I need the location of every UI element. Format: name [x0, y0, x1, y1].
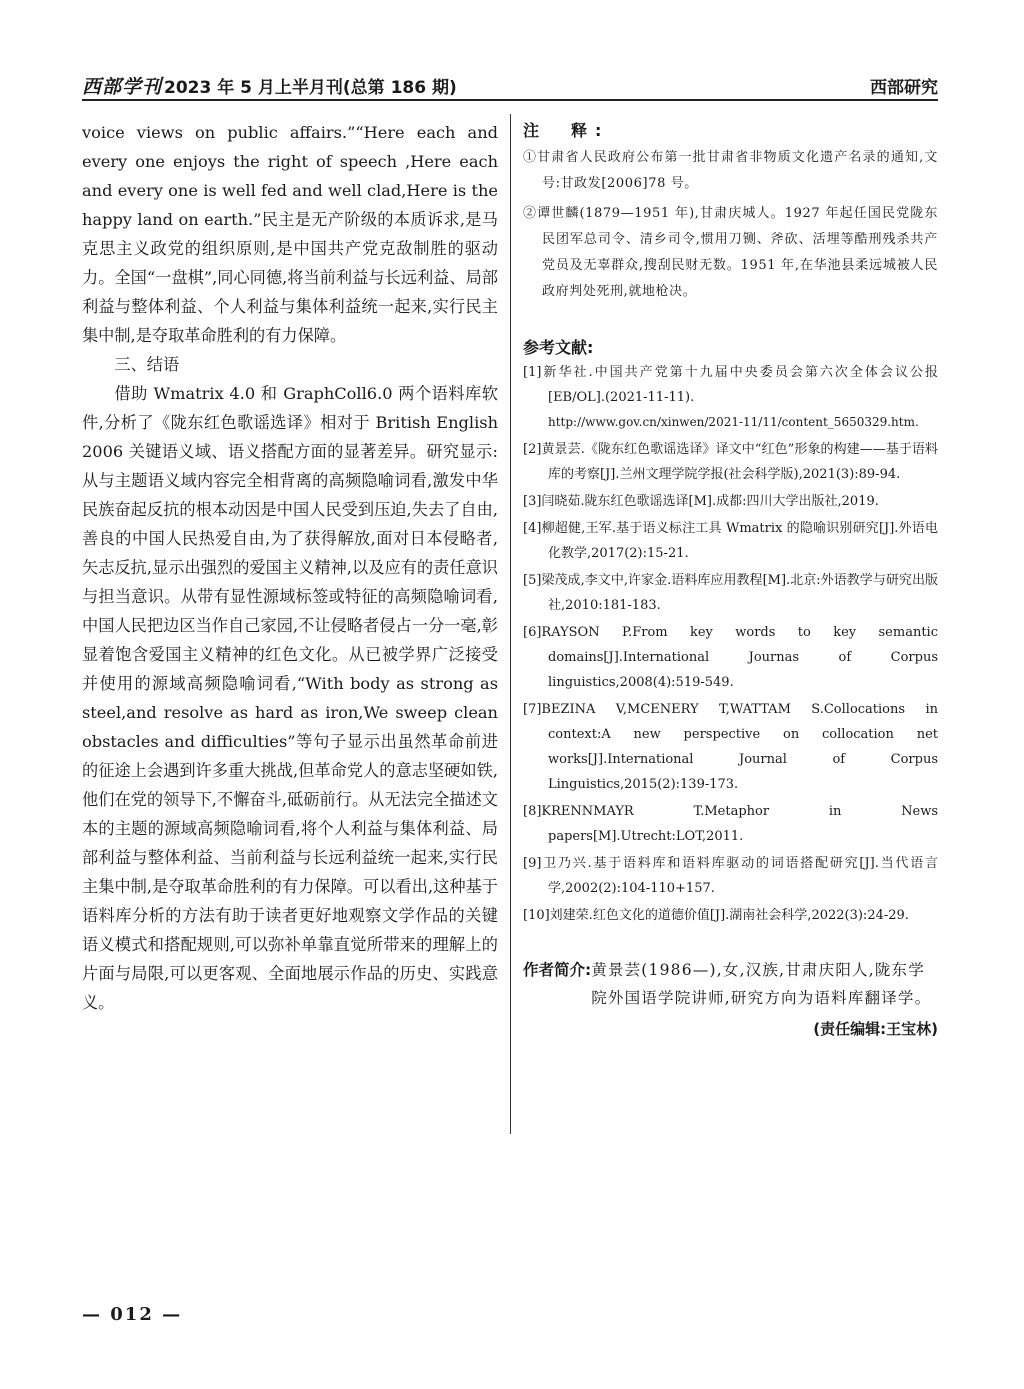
header-rule	[82, 99, 938, 101]
body-paragraph-conclusion: 借助 Wmatrix 4.0 和 GraphColl6.0 两个语料库软件,分析了《陇东红色歌谣选译》相对于 British English 2006 关键语义域、语义搭配方面的显著差异。研究显示:从与主题语义域内容完全相背离的高频隐喻词看,激发中华民族奋起反抗的根本动因是中国人民受到压迫,失去了自由,善良的中国人民热爱自由,为了获得解放,面对日本侵略者,矢志反抗,显示出强烈的爱国主义精神,以及应有的责任意识与担当意识。从带有显性源域标签或特征的高频隐喻词看,中国人民把边区当作自己家园,不让侵略者侵占一分一毫,彰显着饱含爱国主义精神的红色文化。从已被学界广泛接受并使用的源域高频隐喻词看,“With body as strong as steel,and resolve as hard as iron,We sweep clean obstacles and difficulties”等句子显示出虽然革命前进的征途上会遇到许多重大挑战,但革命党人的意志坚硬如铁,他们在党的领导下,不懈奋斗,砥砺前行。从无法完全描述文本的主题的源域高频隐喻词看,将个人利益与集体利益、局部利益与整体利益、当前利益与长远利益统一起来,实行民主集中制,是夺取革命胜利的有力保障。可以看出,这种基于语料库分析的方法有助于读者更好地观察文学作品的关键语义模式和搭配规则,可以弥补单靠直觉所带来的理解上的片面与局限,可以更客观、全面地展示作品的历史、实践意义。	[82, 384, 498, 1012]
running-header	[82, 68, 938, 100]
body-paragraph-continued: voice views on public affairs.”“Here each and every one enjoys the right of speech ,Here each and every one is well fed and well clad,Here is the happy land on earth.”民主是无产阶级的本质诉求,是马克思主义政党的组织原则,是中国共产党克敌制胜的驱动力。全国“一盘棋”,同心同德,将当前利益与长远利益、局部利益与整体利益、个人利益与集体利益统一起来,实行民主集中制,是夺取革命胜利的有力保障。	[82, 123, 498, 345]
reference-item	[523, 360, 938, 435]
reference-text: [1]新华社.中国共产党第十九届中央委员会第六次全体会议公报[EB/OL].(2021-11-11).	[523, 365, 938, 405]
notes-heading: 注 释:	[523, 121, 610, 140]
reference-item: [9]卫乃兴.基于语料库和语料库驱动的词语搭配研究[J].当代语言学,2002(2):104-110+157.	[523, 856, 938, 896]
reference-item: [4]柳超健,王军.基于语义标注工具 Wmatrix 的隐喻识别研究[J].外语电化教学,2017(2):15-21.	[523, 521, 938, 561]
reference-item: [6]RAYSON P.From key words to key semantic domains[J].International Journas of Corpus linguistics,2008(4):519-549.	[523, 625, 938, 690]
author-bio-label: 作者简介:	[523, 961, 592, 979]
right-column	[523, 118, 938, 1039]
references-heading: 参考文献:	[523, 338, 594, 357]
page-number: — 012 —	[82, 1304, 183, 1325]
reference-item: [7]BEZINA V,MCENERY T,WATTAM S.Collocations in context:A new perspective on collocation net works[J].International Journal of Corpus Linguistics,2015(2):139-173.	[523, 702, 938, 792]
journal-logo: 西部学刊	[82, 76, 163, 98]
left-column	[82, 118, 498, 1017]
responsible-editor: (责任编辑:王宝林)	[813, 1020, 938, 1038]
note-item: ①甘肃省人民政府公布第一批甘肃省非物质文化遗产名录的通知,文号:甘政发[2006]78 号。	[523, 150, 938, 191]
reference-item: [2]黄景芸.《陇东红色歌谣选译》译文中“红色”形象的构建——基于语料库的考察[J].兰州文理学院学报(社会科学版),2021(3):89-94.	[523, 442, 938, 482]
section-name: 西部研究	[870, 78, 938, 98]
author-bio	[523, 956, 938, 1012]
note-item: ②谭世麟(1879—1951 年),甘肃庆城人。1927 年起任国民党陇东民团军总司令、清乡司令,惯用刀铡、斧砍、活埋等酷刑残杀共产党员及无辜群众,搜刮民财无数。1951 年,在华池县柔远城被人民政府判处死刑,就地枪决。	[523, 206, 938, 299]
reference-url: http://www.gov.cn/xinwen/2021-11/11/content_5650329.htm.	[548, 415, 919, 429]
reference-item: [10]刘建荣.红色文化的道德价值[J].湖南社会科学,2022(3):24-29.	[523, 908, 909, 923]
issue-info: 2023 年 5 月上半月刊(总第 186 期)	[164, 78, 457, 98]
column-divider	[510, 114, 511, 1134]
author-bio-text: 黄景芸(1986—),女,汉族,甘肃庆阳人,陇东学院外国语学院讲师,研究方向为语料库翻译学。	[591, 961, 932, 1007]
reference-item: [3]闫晓茹.陇东红色歌谣选译[M].成都:四川大学出版社,2019.	[523, 494, 879, 509]
reference-item: [5]梁茂成,李文中,许家金.语料库应用教程[M].北京:外语教学与研究出版社,2010:181-183.	[523, 573, 938, 613]
section-heading-conclusion: 三、结语	[114, 355, 180, 374]
reference-item: [8]KRENNMAYR T.Metaphor in News papers[M].Utrecht:LOT,2011.	[523, 804, 938, 844]
